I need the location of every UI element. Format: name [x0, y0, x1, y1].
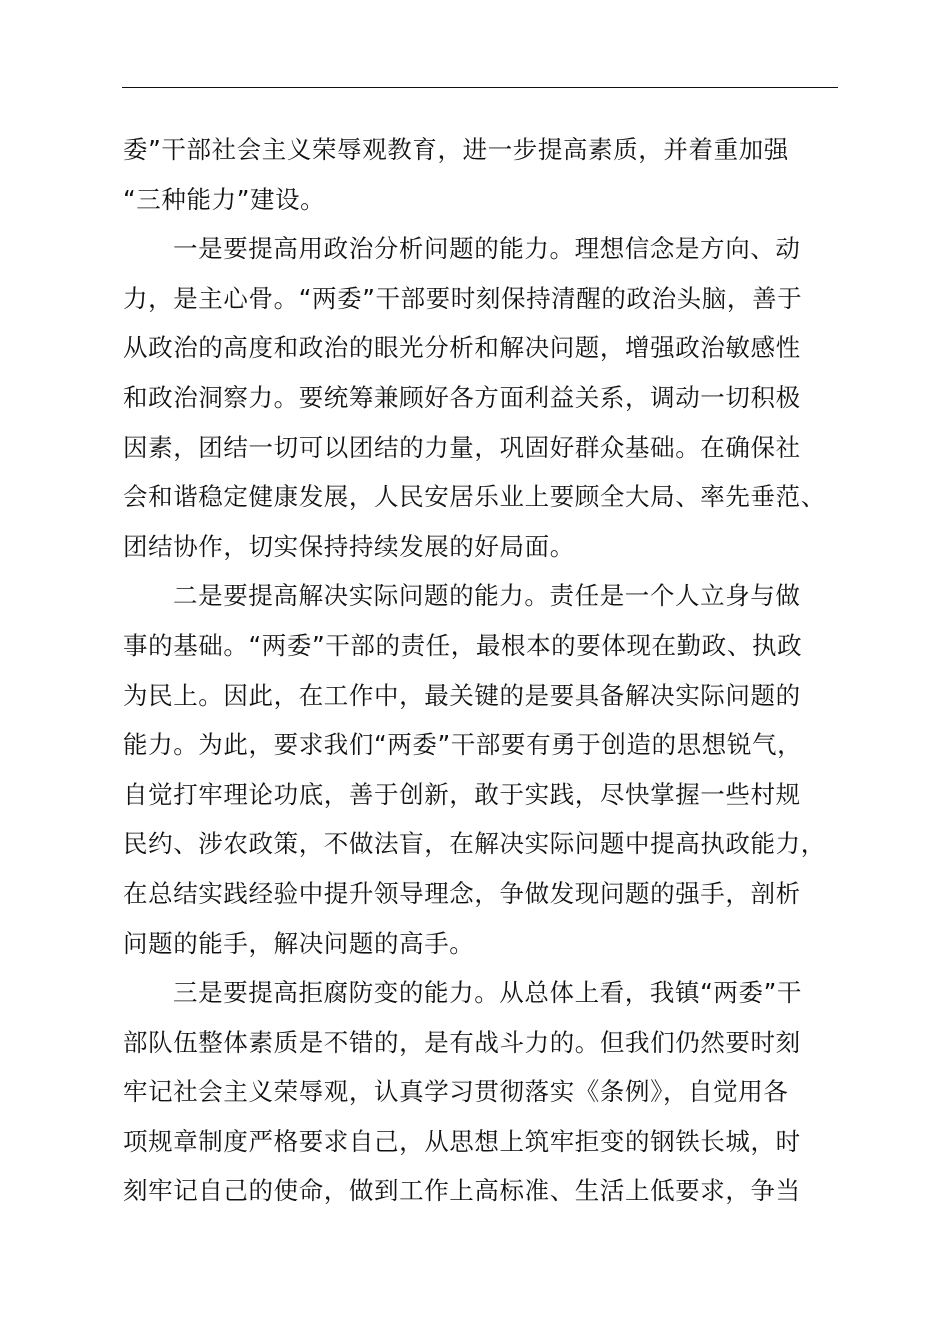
text-line: 牢记社会主义荣辱观，认真学习贯彻落实《条例》，自觉用各 — [123, 1077, 789, 1107]
text-line: 项规章制度严格要求自己，从思想上筑牢拒变的钢铁长城，时 — [123, 1126, 801, 1156]
text-line: 力，是主心骨。“两委”干部要时刻保持清醒的政治头脑，善于 — [123, 283, 803, 313]
text-line: 从政治的高度和政治的眼光分析和解决问题，增强政治敏感性 — [123, 333, 801, 363]
header-rule — [122, 87, 838, 88]
body-text — [123, 125, 863, 1216]
text-line: 会和谐稳定健康发展，人民安居乐业上要顾全大局、率先垂范、 — [123, 482, 826, 512]
paragraph-start-line: 三是要提高拒腐防变的能力。从总体上看，我镇“两委”干 — [173, 978, 802, 1008]
text-line: 刻牢记自己的使命，做到工作上高标准、生活上低要求，争当 — [123, 1176, 801, 1206]
text-line: 委”干部社会主义荣辱观教育，进一步提高素质，并着重加强 — [123, 135, 789, 164]
text-line: 和政治洞察力。要统筹兼顾好各方面利益关系，调动一切积极 — [123, 382, 801, 412]
paragraph-start-line: 一是要提高用政治分析问题的能力。理想信念是方向、动 — [173, 234, 801, 264]
text-line: 民约、涉农政策，不做法盲，在解决实际问题中提高执政能力， — [123, 829, 826, 859]
text-line: 自觉打牢理论功底，善于创新，敢于实践，尽快掌握一些村规 — [123, 779, 801, 809]
text-line: 事的基础。“两委”干部的责任，最根本的要体现在勤政、执政 — [123, 630, 803, 660]
text-line: 能力。为此，要求我们“两委”干部要有勇于创造的思想锐气， — [123, 730, 803, 760]
text-line: 部队伍整体素质是不错的，是有战斗力的。但我们仍然要时刻 — [123, 1027, 801, 1057]
text-line: 团结协作，切实保持持续发展的好局面。 — [123, 531, 575, 561]
text-line: 因素，团结一切可以团结的力量，巩固好群众基础。在确保社 — [123, 432, 801, 462]
text-line: 为民上。因此，在工作中，最关键的是要具备解决实际问题的 — [123, 680, 801, 710]
text-line: “三种能力”建设。 — [123, 184, 326, 214]
text-line: 问题的能手，解决问题的高手。 — [123, 928, 475, 958]
text-line: 在总结实践经验中提升领导理念，争做发现问题的强手，剖析 — [123, 878, 801, 908]
paragraph-start-line: 二是要提高解决实际问题的能力。责任是一个人立身与做 — [173, 581, 801, 611]
